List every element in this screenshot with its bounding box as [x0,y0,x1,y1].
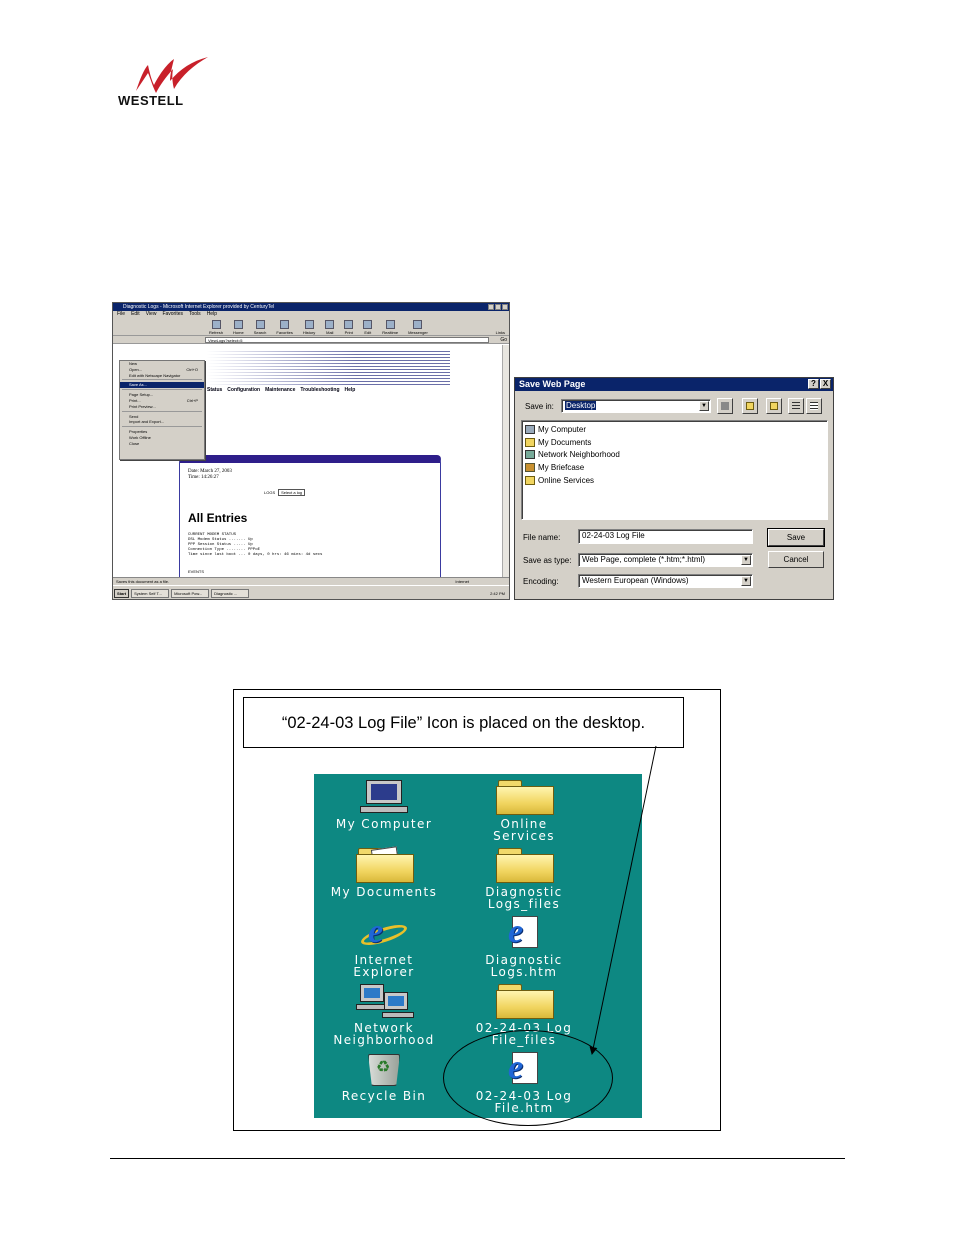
folder-icon [525,476,535,485]
save-button[interactable]: Save [768,529,824,546]
file-menu-item[interactable]: Edit with Netscape Navigator [129,372,181,378]
save-web-page-dialog [514,377,834,600]
westell-swoosh-icon [130,55,210,95]
toolbar-realtime[interactable]: Realtime [382,320,398,335]
menu-file[interactable]: File [117,311,126,317]
callout-box: “02-24-03 Log File” Icon is placed on the desktop. [243,697,684,748]
file-menu-item[interactable]: Print... Ctrl+P [129,397,198,403]
chevron-down-icon: ▼ [741,555,751,565]
westell-logo [118,55,208,107]
details-view-icon [810,402,818,410]
file-list [521,420,828,520]
file-menu-item[interactable]: Send [129,413,139,419]
desktop-icon-online-services[interactable]: Online Services [449,780,599,842]
list-item[interactable]: My Briefcase [525,461,824,474]
address-input[interactable]: ViewLogs?select=5 [205,337,489,343]
close-icon[interactable]: X [820,379,831,389]
close-icon[interactable] [502,304,508,310]
toolbar-messenger[interactable]: Messenger [408,320,428,335]
chevron-down-icon: ▼ [741,576,751,586]
ie-document-icon: e [494,1052,554,1086]
toolbar-mail[interactable]: Mail [325,320,334,335]
network-icon [354,984,414,1018]
browser-screenshot [112,302,510,600]
ie-icon: e [354,916,414,950]
list-item[interactable]: My Computer [525,423,824,436]
documents-icon [354,848,414,882]
mail-icon [325,320,334,329]
search-icon [256,320,265,329]
list-item[interactable]: Online Services [525,474,824,487]
menu-help[interactable]: Help [206,311,217,317]
nav-help[interactable]: Help [344,387,356,393]
file-menu-item[interactable]: Work Offline [129,434,151,440]
menu-separator [122,379,202,381]
recycle-bin-icon: ♻ [354,1052,414,1086]
desktop-icon-my-documents[interactable]: My Documents [309,848,459,898]
list-item[interactable]: Network Neighborhood [525,449,824,462]
header-banner-fade [207,349,357,385]
desktop-icon-internet-explorer[interactable]: e Internet Explorer [353,913,415,979]
encoding-label: Encoding: [523,577,559,586]
maximize-icon[interactable] [495,304,501,310]
toolbar-edit[interactable]: Edit [363,320,372,335]
logo-wordmark: WESTELL [118,93,184,108]
folder-icon [494,848,554,882]
file-menu-item[interactable]: Close [129,440,140,446]
highlight-ellipse [443,1030,613,1126]
file-menu-item[interactable]: Save As... [120,382,204,388]
log-date-time: Date: March 27, 2003 Time: 14:26:27 [188,469,232,480]
menu-separator [122,389,202,391]
desktop-icon-log-file-files[interactable]: 02-24-03 Log File_files [449,984,599,1046]
computer-icon [354,780,414,814]
favorites-icon [280,320,289,329]
toolbar-history[interactable]: History [303,320,315,335]
save-type-label: Save as type: [523,556,572,565]
save-type-select[interactable]: Web Page, complete (*.htm;*.html) ▼ [578,553,753,567]
dialog-title-bar [515,378,833,391]
file-menu-item[interactable]: Properties [129,429,148,435]
up-folder-button[interactable] [742,398,758,414]
browser-content [113,345,510,577]
desktop-icon-recycle-bin[interactable]: ♻ Recycle Bin [309,1052,459,1102]
chevron-down-icon: ▼ [699,401,709,411]
toolbar-favorites[interactable]: Favorites [276,320,292,335]
print-icon [344,320,353,329]
briefcase-icon [525,463,535,472]
nav-troubleshooting[interactable]: Troubleshooting [300,387,340,393]
file-menu-item[interactable]: New [129,361,138,366]
ie-document-icon: e [494,916,554,950]
events-label: EVENTS [188,569,205,574]
documents-icon [525,438,535,447]
taskbar-task[interactable]: Diagnostic ... [211,589,249,598]
encoding-select[interactable]: Western European (Windows) ▼ [578,574,753,588]
taskbar-clock: 2:42 PM [490,591,505,596]
log-heading: All Entries [188,511,248,525]
modem-status-block: CURRENT MODEM STATUS DSL Modem Status ....... Up PPP Session Status ..... Up Connection Type ........ PPPoE Time since last boot ... 0 days, 0 hrs: 46 mins: 4d secs [188,533,323,557]
desktop-icon-diagnostic-logs-htm[interactable]: e Diagnostic Logs.htm [485,913,563,979]
menu-separator [122,411,202,413]
desktop-icon-log-file-htm[interactable]: e 02-24-03 Log File.htm [475,1049,573,1115]
file-name-label: File name: [523,533,561,542]
file-name-input[interactable]: 02-24-03 Log File [578,529,753,544]
list-view-button[interactable] [788,398,804,414]
home-icon [234,320,243,329]
file-menu-item[interactable]: Open... Ctrl+O [129,366,198,372]
browser-menubar [113,311,509,318]
menu-view[interactable]: View [145,311,157,317]
windows-taskbar [113,585,510,600]
file-menu-item[interactable]: Page Setup... [129,392,154,398]
toolbar-refresh[interactable]: Refresh [209,320,223,335]
toolbar-links[interactable]: Links [495,330,505,335]
new-folder-button[interactable] [766,398,782,414]
toolbar-home[interactable]: Home [233,320,244,335]
list-view-icon [792,402,800,410]
help-icon[interactable]: ? [808,379,819,389]
dialog-title: Save Web Page [519,379,586,389]
computer-icon [525,425,535,434]
taskbar-task[interactable]: Microsoft Pow... [171,589,209,598]
footer-rule [110,1158,845,1159]
back-button[interactable] [717,398,733,414]
dialog-title-buttons [808,379,831,389]
folder-icon [494,984,554,1018]
go-button[interactable]: Go [500,337,507,343]
save-in-select[interactable]: Desktop ▼ [561,399,711,413]
browser-title-bar [113,303,509,311]
edit-icon [363,320,372,329]
cancel-button[interactable]: Cancel [768,551,824,568]
window-buttons [488,304,508,310]
realtime-icon [386,320,395,329]
browser-statusbar: Saves this document as a file. Internet [113,577,510,585]
menu-separator [122,426,202,428]
menu-favorites[interactable]: Favorites [162,311,183,317]
file-menu-dropdown [119,360,205,460]
nav-configuration[interactable]: Configuration [227,387,261,393]
nav-maintenance[interactable]: Maintenance [265,387,296,393]
log-panel [179,455,441,580]
up-folder-icon [746,402,754,410]
nav-status[interactable]: Status [207,387,223,393]
new-folder-icon [770,402,778,410]
toolbar-print[interactable]: Print [344,320,353,335]
details-view-button[interactable] [806,398,822,414]
messenger-icon [413,320,422,329]
logs-label: LOGS [264,490,276,495]
browser-window-title: Diagnostic Logs - Microsoft Internet Explorer provided by CenturyTel [123,304,275,310]
back-icon [721,402,729,410]
log-select[interactable]: Select a log [278,489,305,496]
modem-nav [207,387,355,393]
log-selector [264,489,305,496]
network-icon [525,450,535,459]
desktop-icon-network-neighborhood[interactable]: Network Neighborhood [309,984,459,1046]
desktop-icon-my-computer[interactable]: My Computer [309,780,459,830]
desktop-icon-diagnostic-logs-files[interactable]: Diagnostic Logs_files [449,848,599,910]
address-bar [113,336,509,344]
menu-tools[interactable]: Tools [189,311,201,317]
file-menu-item[interactable]: Print Preview... [129,403,156,409]
start-button[interactable]: Start [114,589,129,598]
menu-edit[interactable]: Edit [131,311,140,317]
security-zone: Internet [455,579,469,584]
browser-scrollbar[interactable] [502,345,509,577]
browser-toolbar [113,318,509,336]
folder-icon [494,780,554,814]
minimize-icon[interactable] [488,304,494,310]
list-item[interactable]: My Documents [525,436,824,449]
toolbar-search[interactable]: Search [254,320,267,335]
file-menu-item[interactable]: Import and Export... [129,419,165,425]
taskbar-task[interactable]: System Self T... [131,589,169,598]
history-icon [305,320,314,329]
save-in-label: Save in: [525,402,554,411]
refresh-icon [212,320,221,329]
